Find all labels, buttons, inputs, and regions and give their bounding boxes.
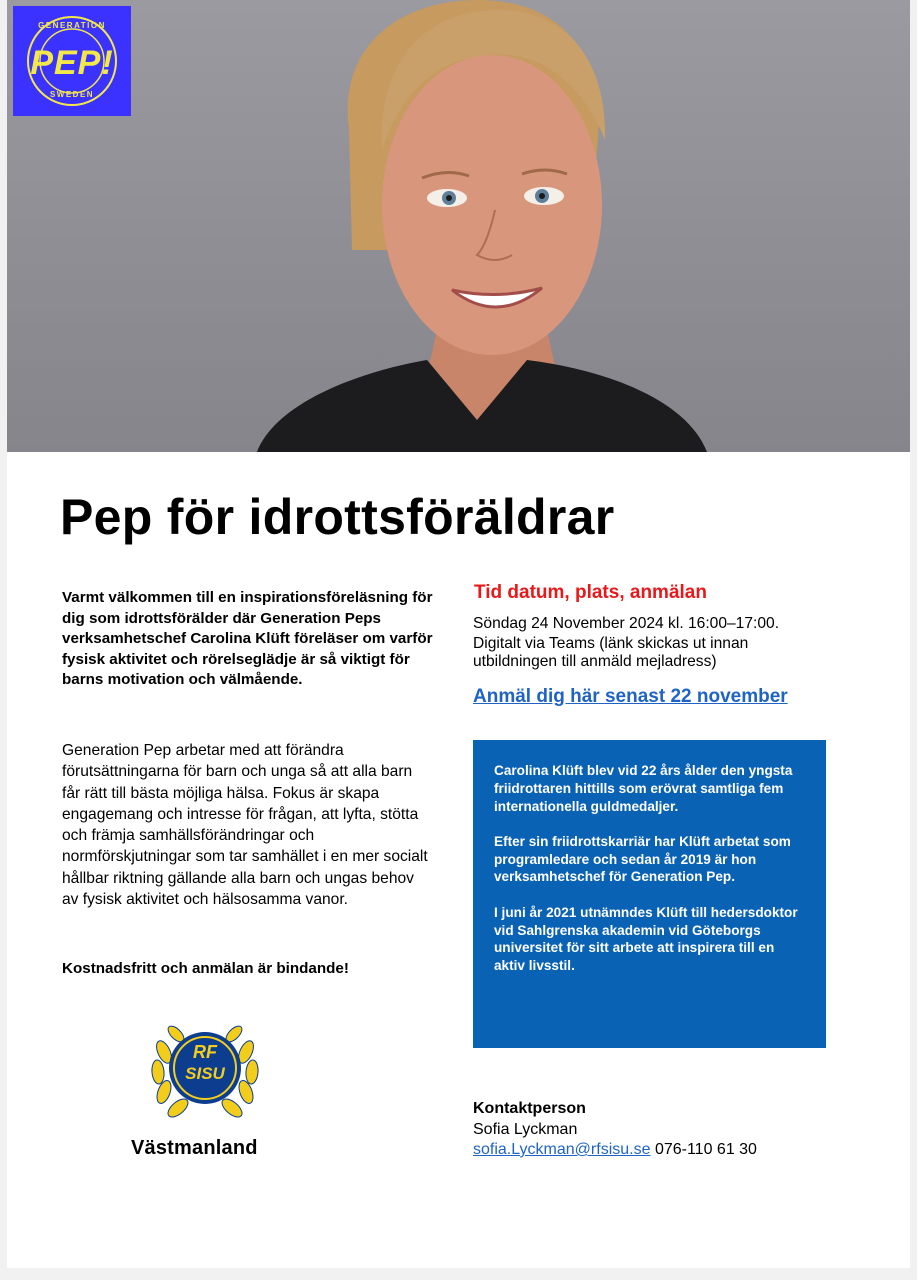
- contact-name: Sofia Lyckman: [473, 1121, 578, 1138]
- page-edge-right: [910, 0, 917, 1280]
- rf-region-name: Västmanland: [131, 1137, 258, 1159]
- logo-bottom-text: SWEDEN: [49, 90, 95, 99]
- page-edge-bottom: [0, 1268, 917, 1280]
- signup-link[interactable]: Anmäl dig här senast 22 november: [473, 686, 788, 707]
- rf-logo-bottom-text: SISU: [185, 1064, 225, 1083]
- intro-paragraph: Varmt välkommen till en inspirationsföreläsning för dig som idrottsförälder där Generation Peps verksamhetschef Carolina Klüft föreläser om varför fysisk aktivitet och rörelseglädje är så viktigt för barns motivation och välmående.: [62, 589, 433, 688]
- logo-main-text: PEP!: [30, 44, 114, 82]
- event-date: Söndag 24 November 2024 kl. 16:00–17:00.: [473, 615, 780, 632]
- rf-sisu-logo: [146, 1012, 264, 1124]
- generation-pep-logo: [13, 6, 131, 116]
- bio-paragraph: I juni år 2021 utnämndes Klüft till hedersdoktor vid Sahlgrenska akademin vid Göteborgs universitet för sitt arbete att inspirera till en aktiv livsstil.: [494, 904, 798, 974]
- page-title: Pep för idrottsföräldrar: [60, 489, 615, 545]
- bio-paragraph: Carolina Klüft blev vid 22 års ålder den yngsta friidrottaren hittills som erövrat samtliga fem internationella guldmedaljer.: [494, 763, 793, 814]
- portrait-illustration: [7, 0, 910, 452]
- contact-phone: 076-110 61 30: [654, 1141, 757, 1158]
- event-location-line-2: utbildningen till anmäld mejladress): [473, 653, 717, 670]
- page-edge-left: [0, 0, 7, 1280]
- cost-note: Kostnadsfritt och anmälan är bindande!: [62, 960, 349, 977]
- bio-paragraph: Efter sin friidrottskarriär har Klüft arbetat som programledare och sedan år 2019 är hon verksamhetschef för Generation Pep.: [494, 833, 791, 885]
- bio-box: [473, 740, 826, 1048]
- contact-details: [473, 1141, 757, 1159]
- rf-logo-top-text: RF: [193, 1042, 217, 1062]
- contact-email-link[interactable]: sofia.Lyckman@rfsisu.se: [473, 1141, 651, 1158]
- hero-portrait-photo: [7, 0, 910, 452]
- logo-top-text: GENERATION: [38, 21, 106, 30]
- contact-heading: Kontaktperson: [473, 1100, 586, 1117]
- info-heading: Tid datum, plats, anmälan: [474, 582, 707, 603]
- body-paragraph: Generation Pep arbetar med att förändra förutsättningarna för barn och unga så att alla barn får rätt till bästa möjliga hälsa. Fokus är skapa engagemang och intresse för frågan, att lyfta, stötta och främja samhällsförändringar och normförskjutningar som tar samhället i en mer socialt hållbar riktning gällande alla barn och ungas behov av fysisk aktivitet och hälsosamma vanor.: [62, 742, 428, 909]
- event-location-line-1: Digitalt via Teams (länk skickas ut innan: [473, 635, 749, 652]
